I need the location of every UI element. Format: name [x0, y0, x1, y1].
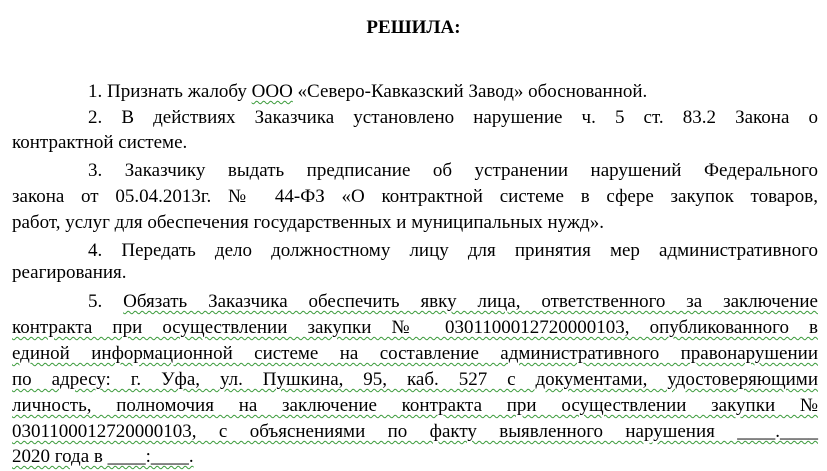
- line-marked-text: единой информационной системе на составление административного правонарушении: [12, 343, 818, 364]
- line-marked-text: ООО: [251, 81, 293, 102]
- line-marked-text: 2020 года в ____:____.: [12, 446, 194, 467]
- line-marked-text: по адресу: г. Уфа, ул. Пушкина, 95, каб. 527 с документами, удостоверяющими: [12, 369, 818, 390]
- line-marked-text: 0301100012720000103, с объяснениями по факту выявленного нарушения ____.____: [12, 421, 818, 442]
- text-line-8: реагирования.: [12, 262, 127, 283]
- line-text: 5.: [88, 291, 124, 312]
- line-text: «Северо-Кавказский Завод» обоснованной.: [292, 81, 648, 102]
- text-line-7: 4. Передать дело должностному лицу для принятия мер административного: [88, 240, 818, 261]
- text-line-14: [12, 420, 818, 444]
- text-line-4: 3. Заказчику выдать предписание об устранении нарушений Федерального: [88, 160, 818, 181]
- decision-heading: РЕШИЛА:: [366, 17, 461, 38]
- text-line-6: работ, услуг для обеспечения государственных и муниципальных нужд».: [12, 212, 604, 233]
- text-line-15: [12, 445, 194, 469]
- line-marked-text: Обязать Заказчика обеспечить явку лица, ответственного за заключение: [123, 291, 818, 312]
- text-line-10: [12, 316, 818, 340]
- line-marked-text: личность, полномочия на заключение контракта при осуществлении закупки №: [12, 395, 818, 416]
- text-line-9: [88, 290, 818, 314]
- text-line-5: закона от 05.04.2013г. № 44-ФЗ «О контрактной системе в сфере закупок товаров,: [12, 186, 818, 207]
- text-line-1: [88, 80, 647, 104]
- line-text: 1. Признать жалобу: [88, 81, 252, 102]
- line-marked-text: контракта при осуществлении закупки № 0301100012720000103, опубликованного в: [12, 317, 818, 338]
- text-line-12: [12, 368, 818, 392]
- text-line-13: [12, 394, 818, 418]
- text-line-11: [12, 342, 818, 366]
- text-line-2: 2. В действиях Заказчика установлено нарушение ч. 5 ст. 83.2 Закона о: [88, 107, 818, 128]
- text-line-3: контрактной системе.: [12, 132, 188, 153]
